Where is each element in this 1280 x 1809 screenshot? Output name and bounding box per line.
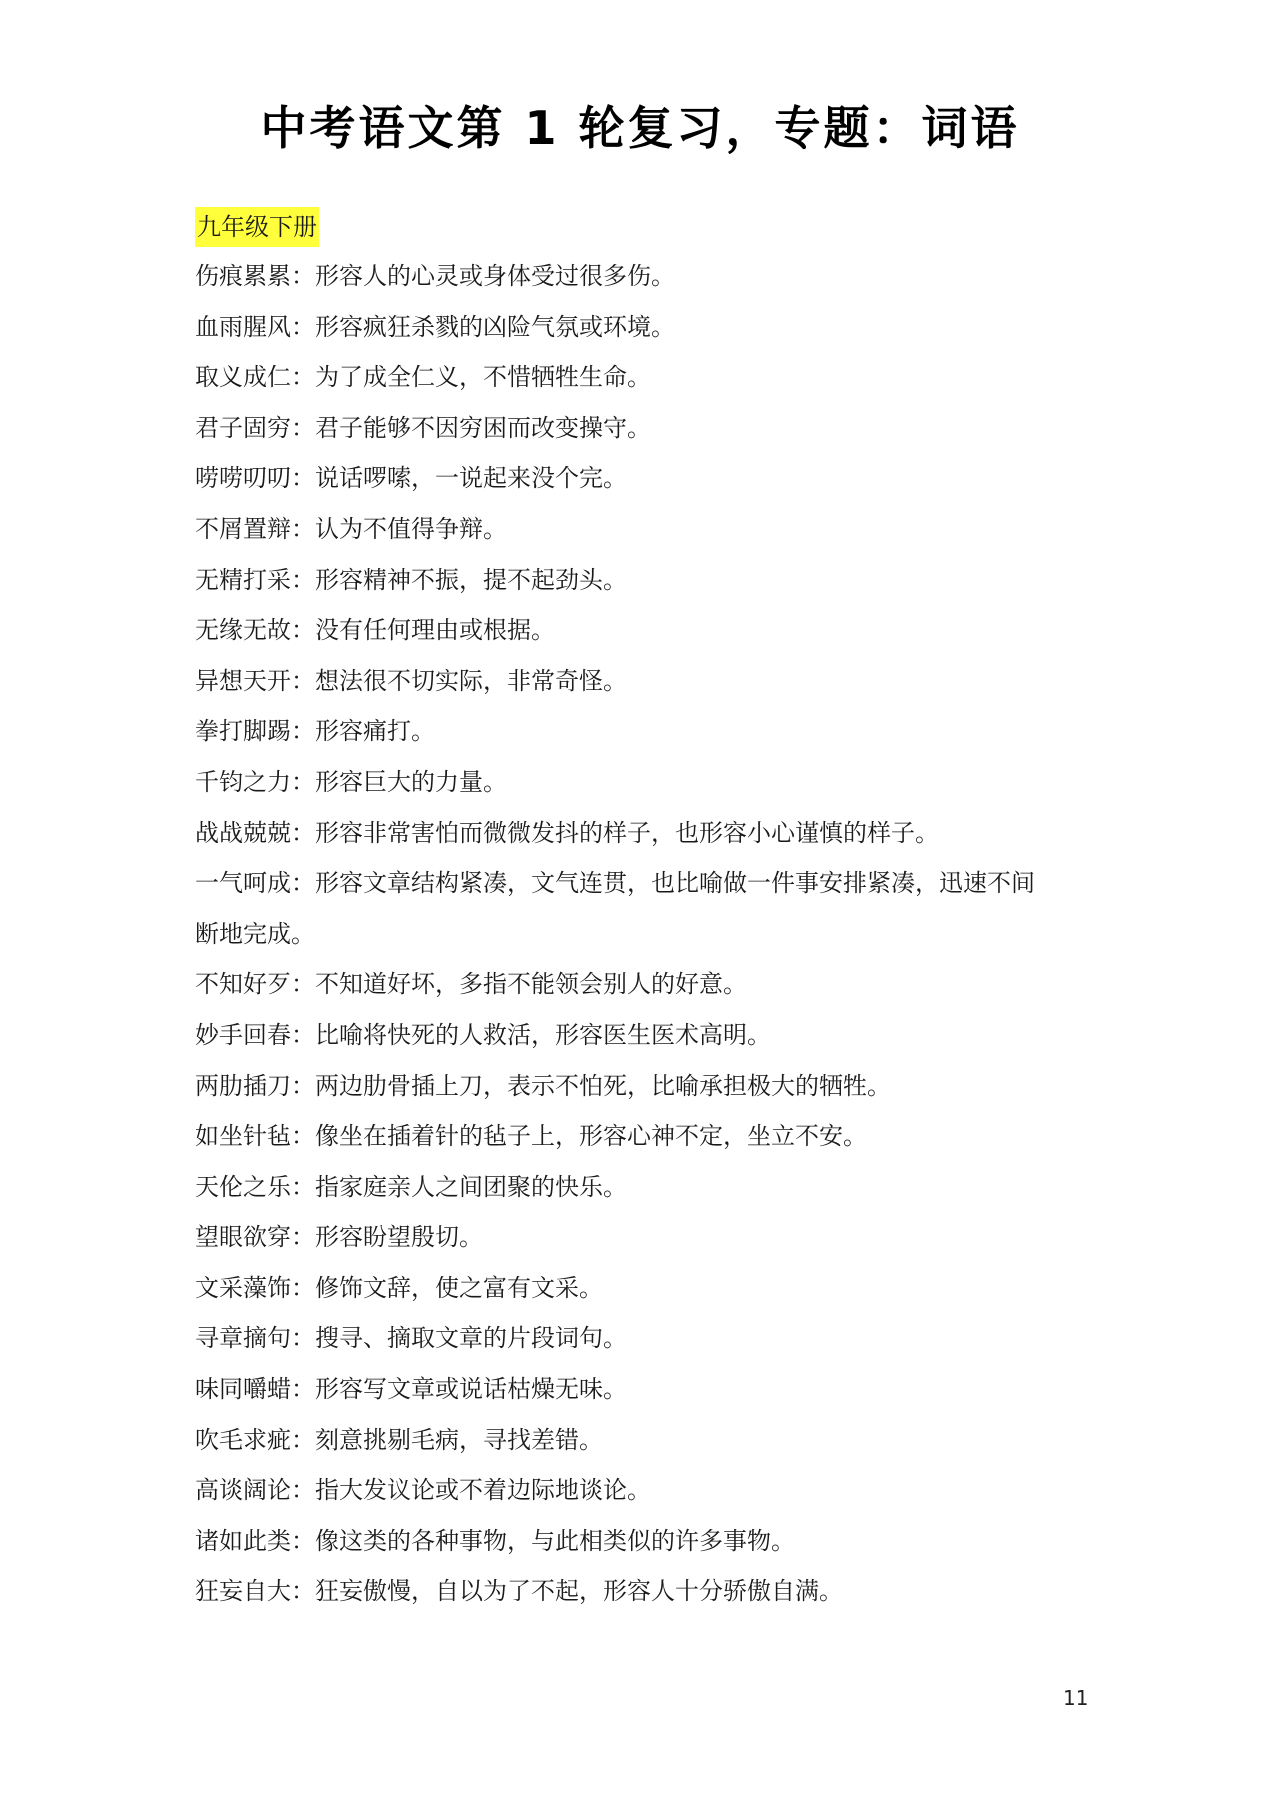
entries-container xyxy=(195,251,1095,1617)
vocabulary-entry: 味同嚼蜡：形容写文章或说话枯燥无味。 xyxy=(195,1375,627,1404)
vocabulary-entry: 断地完成。 xyxy=(195,919,315,948)
vocabulary-entry: 无缘无故：没有任何理由或根据。 xyxy=(195,616,555,645)
vocabulary-entry: 天伦之乐：指家庭亲人之间团聚的快乐。 xyxy=(195,1172,627,1201)
vocabulary-entry: 唠唠叨叨：说话啰嗦，一说起来没个完。 xyxy=(195,464,627,493)
vocabulary-entry: 望眼欲穿：形容盼望殷切。 xyxy=(195,1223,483,1252)
vocabulary-entry: 无精打采：形容精神不振，提不起劲头。 xyxy=(195,565,627,594)
vocabulary-list xyxy=(195,207,1095,1617)
vocabulary-entry: 异想天开：想法很不切实际，非常奇怪。 xyxy=(195,666,627,695)
page-number: 11 xyxy=(1063,1686,1089,1710)
vocabulary-entry: 不知好歹：不知道好坏，多指不能领会别人的好意。 xyxy=(195,970,747,999)
vocabulary-entry: 吹毛求疵：刻意挑剔毛病，寻找差错。 xyxy=(195,1425,603,1454)
vocabulary-entry: 君子固穷：君子能够不因穷困而改变操守。 xyxy=(195,413,651,442)
vocabulary-entry: 血雨腥风：形容疯狂杀戮的凶险气氛或环境。 xyxy=(195,312,675,341)
vocabulary-entry: 文采藻饰：修饰文辞，使之富有文采。 xyxy=(195,1273,603,1302)
vocabulary-entry: 高谈阔论：指大发议论或不着边际地谈论。 xyxy=(195,1476,651,1505)
vocabulary-entry: 一气呵成：形容文章结构紧凑，文气连贯，也比喻做一件事安排紧凑，迅速不间 xyxy=(195,869,1035,898)
vocabulary-entry: 两肋插刀：两边肋骨插上刀，表示不怕死，比喻承担极大的牺牲。 xyxy=(195,1071,891,1100)
vocabulary-entry: 千钧之力：形容巨大的力量。 xyxy=(195,767,507,796)
vocabulary-entry: 诸如此类：像这类的各种事物，与此相类似的许多事物。 xyxy=(195,1526,795,1555)
vocabulary-entry: 寻章摘句：搜寻、摘取文章的片段词句。 xyxy=(195,1324,627,1353)
vocabulary-entry: 战战兢兢：形容非常害怕而微微发抖的样子，也形容小心谨慎的样子。 xyxy=(195,818,939,847)
vocabulary-entry: 伤痕累累：形容人的心灵或身体受过很多伤。 xyxy=(195,262,675,290)
vocabulary-entry: 取义成仁：为了成全仁义，不惜牺牲生命。 xyxy=(195,363,651,392)
vocabulary-entry: 狂妄自大：狂妄傲慢，自以为了不起，形容人十分骄傲自满。 xyxy=(195,1577,843,1606)
vocabulary-entry: 拳打脚踢：形容痛打。 xyxy=(195,717,435,746)
vocabulary-entry: 不屑置辩：认为不值得争辩。 xyxy=(195,514,507,543)
section-label: 九年级下册 xyxy=(195,207,319,247)
vocabulary-entry: 如坐针毡：像坐在插着针的毡子上，形容心神不定，坐立不安。 xyxy=(195,1122,867,1151)
page-title: 中考语文第 1 轮复习，专题：词语 xyxy=(260,101,1020,155)
vocabulary-entry: 妙手回春：比喻将快死的人救活，形容医生医术高明。 xyxy=(195,1020,771,1049)
